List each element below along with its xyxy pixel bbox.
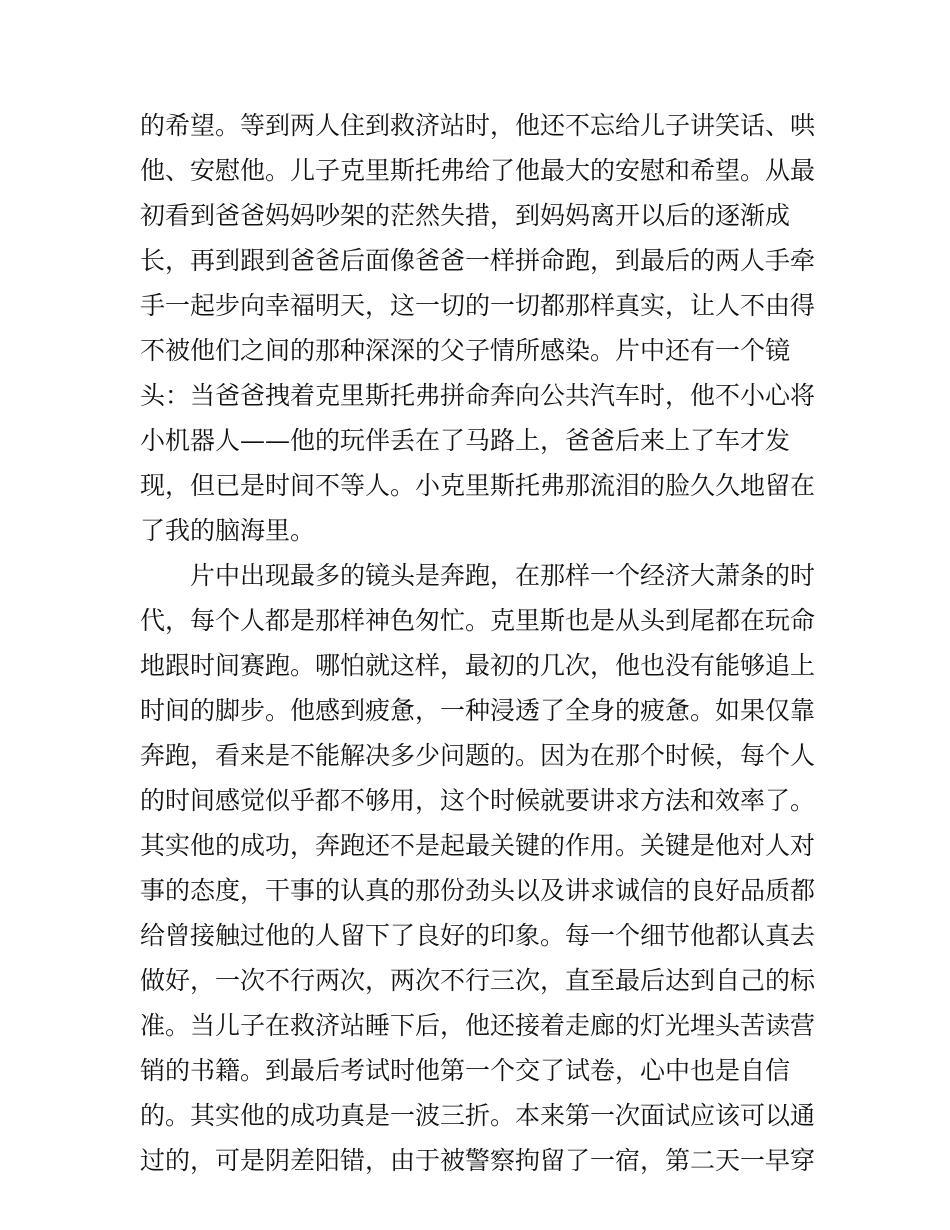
text-line: 地跟时间赛跑。哪怕就这样，最初的几次，他也没有能够追上 <box>140 651 816 680</box>
text-line: 不被他们之间的那种深深的父子情所感染。片中还有一个镜 <box>140 336 791 365</box>
text-line: 的希望。等到两人住到救济站时，他还不忘给儿子讲笑话、哄 <box>140 111 816 140</box>
text-line: 时间的脚步。他感到疲惫，一种浸透了全身的疲惫。如果仅靠 <box>140 696 816 725</box>
text-line: 初看到爸爸妈妈吵架的茫然失措，到妈妈离开以后的逐渐成 <box>140 201 791 230</box>
text-line: 给曾接触过他的人留下了良好的印象。每一个细节他都认真去 <box>140 921 816 950</box>
text-line: 他、安慰他。儿子克里斯托弗给了他最大的安慰和希望。从最 <box>140 156 816 185</box>
text-line: 小机器人——他的玩伴丢在了马路上，爸爸后来上了车才发 <box>140 426 791 455</box>
text-line: 过的，可是阴差阳错，由于被警察拘留了一宿，第二天一早穿 <box>140 1146 816 1175</box>
text-line: 长，再到跟到爸爸后面像爸爸一样拼命跑，到最后的两人手牵 <box>140 246 816 275</box>
text-line: 事的态度，干事的认真的那份劲头以及讲求诚信的良好品质都 <box>140 876 816 905</box>
text-line: 销的书籍。到最后考试时他第一个交了试卷，心中也是自信 <box>140 1056 791 1085</box>
text-line: 奔跑，看来是不能解决多少问题的。因为在那个时候，每个人 <box>140 741 816 770</box>
text-line: 做好，一次不行两次，两次不行三次，直至最后达到自己的标 <box>140 966 816 995</box>
text-line: 代，每个人都是那样神色匆忙。克里斯也是从头到尾都在玩命 <box>140 606 816 635</box>
text-line: 其实他的成功，奔跑还不是起最关键的作用。关键是他对人对 <box>140 831 816 860</box>
paragraph-first-line: 片中出现最多的镜头是奔跑，在那样一个经济大萧条的时 <box>190 561 816 590</box>
text-line: 头：当爸爸拽着克里斯托弗拼命奔向公共汽车时，他不小心将 <box>140 381 816 410</box>
text-line: 现，但已是时间不等人。小克里斯托弗那流泪的脸久久地留在 <box>140 471 816 500</box>
text-line: 的时间感觉似乎都不够用，这个时候就要讲求方法和效率了。 <box>140 786 816 815</box>
text-line: 的。其实他的成功真是一波三折。本来第一次面试应该可以通 <box>140 1101 816 1130</box>
text-line: 手一起步向幸福明天，这一切的一切都那样真实，让人不由得 <box>140 291 816 320</box>
text-line: 了我的脑海里。 <box>140 516 316 545</box>
text-line: 准。当儿子在救济站睡下后，他还接着走廊的灯光埋头苦读营 <box>140 1011 816 1040</box>
